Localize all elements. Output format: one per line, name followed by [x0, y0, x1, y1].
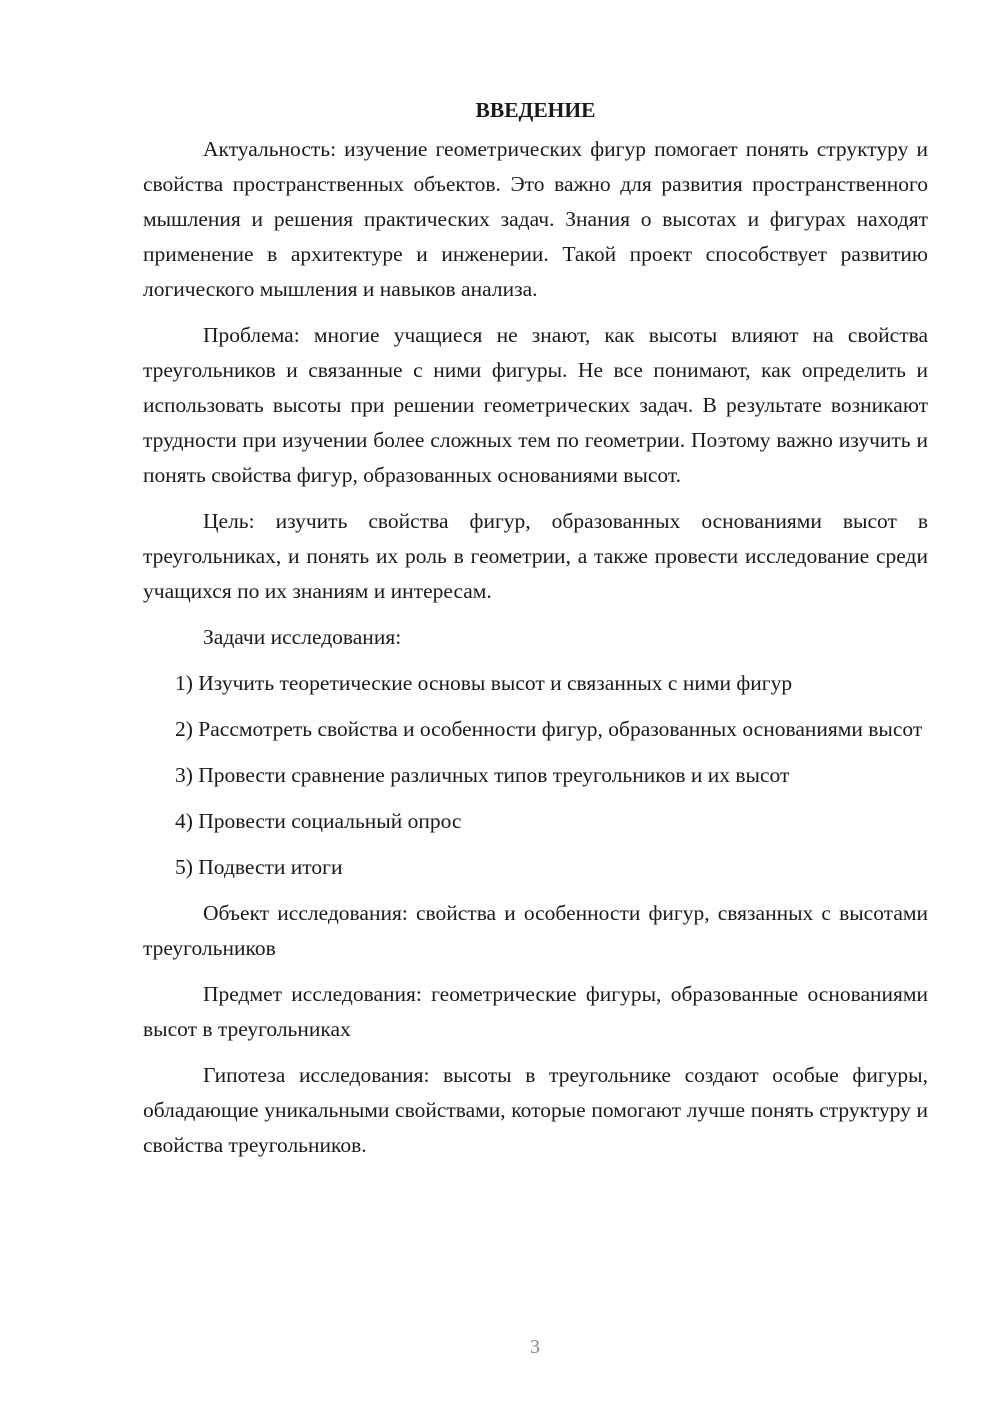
- hypothesis-paragraph: Гипотеза исследования: высоты в треугольнике создают особые фигуры, обладающие уникальными свойствами, которые помогают лучше понять структуру и свойства треугольников.: [143, 1063, 928, 1157]
- task-item-3: 3) Провести сравнение различных типов треугольников и их высот: [175, 763, 790, 787]
- tasks-heading: Задачи исследования:: [203, 625, 402, 649]
- page-number: 3: [530, 1336, 540, 1358]
- relevance-paragraph: Актуальность: изучение геометрических фигур помогает понять структуру и свойства пространственных объектов. Это важно для развития пространственного мышления и решения практических задач. Знания о высотах и фигурах находят применение в архитектуре и инженерии. Такой проект способствует развитию логического мышления и навыков анализа.: [143, 137, 928, 301]
- task-item-5: 5) Подвести итоги: [175, 855, 343, 879]
- page-content: [143, 93, 928, 1174]
- task-item-2: 2) Рассмотреть свойства и особенности фигур, образованных основаниями высот: [175, 717, 923, 741]
- task-item-1: 1) Изучить теоретические основы высот и связанных с ними фигур: [175, 671, 793, 695]
- subject-paragraph: Предмет исследования: геометрические фигуры, образованные основаниями высот в треугольниках: [143, 982, 928, 1041]
- goal-paragraph: Цель: изучить свойства фигур, образованных основаниями высот в треугольниках, и понять их роль в геометрии, а также провести исследование среди учащихся по их знаниям и интересам.: [143, 509, 928, 603]
- page-title: ВВЕДЕНИЕ: [475, 98, 596, 122]
- task-item-4: 4) Провести социальный опрос: [175, 809, 462, 833]
- object-paragraph: Объект исследования: свойства и особенности фигур, связанных с высотами треугольников: [143, 901, 928, 960]
- problem-paragraph: Проблема: многие учащиеся не знают, как высоты влияют на свойства треугольников и связанные с ними фигуры. Не все понимают, как определить и использовать высоты при решении геометрических задач. В результате возникают трудности при изучении более сложных тем по геометрии. Поэтому важно изучить и понять свойства фигур, образованных основаниями высот.: [143, 323, 928, 487]
